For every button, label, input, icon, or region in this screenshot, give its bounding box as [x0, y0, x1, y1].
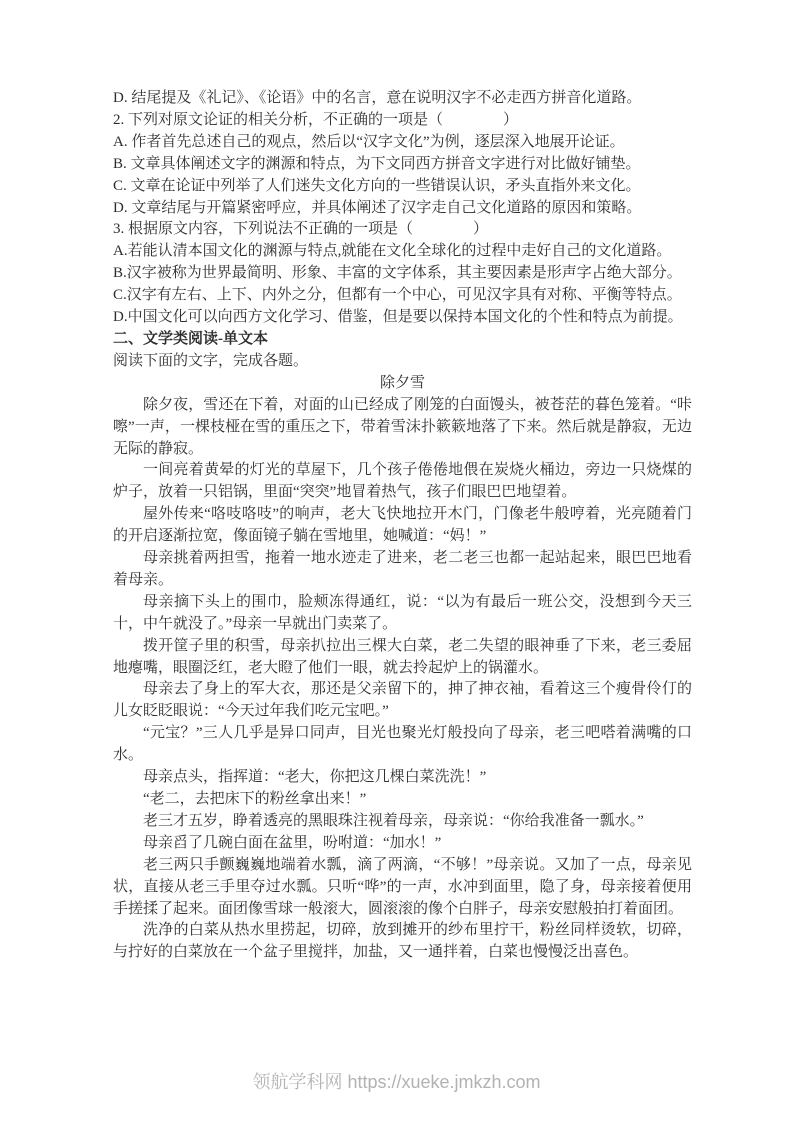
- passage-paragraph: 母亲摘下头上的围巾，脸颊冻得通红，说：“以为有最后一班公交，没想到今天三十，中午就没了。”母亲一早就出门卖菜了。: [113, 593, 692, 632]
- exam-content: [113, 88, 692, 964]
- question-3-option-a: A.若能认清本国文化的渊源与特点,就能在文化全球化的过程中走好自己的文化道路。: [113, 243, 672, 260]
- section-heading: 二、文学类阅读-单文本: [113, 330, 268, 347]
- passage-paragraph: 母亲舀了几碗白面在盆里，吩咐道：“加水！”: [143, 834, 442, 851]
- question-3-stem: 3. 根据原文内容，下列说法不正确的一项是（ ）: [113, 221, 489, 238]
- question-2-option-c: C. 文章在论证中列举了人们迷失文化方向的一些错误认识，矛头直指外来文化。: [113, 177, 641, 194]
- passage-paragraph: 老三才五岁，睁着透亮的黑眼珠注视着母亲，母亲说：“你给我准备一瓢水。”: [143, 812, 644, 829]
- question-2-stem: 2. 下列对原文论证的相关分析，不正确的一项是（ ）: [113, 111, 519, 128]
- passage-paragraph: 洗净的白菜从热水里捞起，切碎，放到摊开的纱布里拧干，粉丝同样烫软，切碎，与拧好的白菜放在一个盆子里搅拌，加盐，又一通拌着，白菜也慢慢泛出喜色。: [113, 922, 692, 961]
- reading-instruction: 阅读下面的文字，完成各题。: [113, 352, 309, 369]
- question-2-option-d: D. 文章结尾与开篇紧密呼应，并具体阐述了汉字走自己文化道路的原因和策略。: [113, 199, 642, 216]
- question-1-option-d: D. 结尾提及《礼记》、《论语》中的名言，意在说明汉字不必走西方拼音化道路。: [113, 90, 642, 106]
- watermark: 领航学科网 https://xueke.jmkzh.com: [252, 1072, 541, 1092]
- passage-paragraph: 母亲挑着两担雪，拖着一地水迹走了进来，老二老三也都一起站起来，眼巴巴地看着母亲。: [113, 550, 692, 588]
- passage-paragraph: “元宝？”三人几乎是异口同声，目光也聚光灯般投向了母亲，老三吧嗒着满嘴的口水。: [113, 725, 692, 764]
- question-2-option-a: A. 作者首先总述自己的观点，然后以“汉字文化”为例，逐层深入地展开论证。: [113, 133, 625, 150]
- question-2-option-b: B. 文章具体阐述文字的渊源和特点，为下文同西方拼音文字进行对比做好铺垫。: [113, 155, 641, 172]
- question-3-option-c: C.汉字有左右、上下、内外之分，但都有一个中心，可见汉字具有对称、平衡等特点。: [113, 287, 682, 304]
- passage-paragraph: 拨开筐子里的积雪，母亲扒拉出三棵大白菜，老二失望的眼神垂了下来，老三委屈地瘪嘴，眼圈泛红，老大瞪了他们一眼，就去拎起炉上的锅灌水。: [113, 637, 692, 676]
- passage-paragraph: 屋外传来“咯吱咯吱”的响声，老大飞快地拉开木门，门像老牛般哼着，光亮随着门的开启逐渐拉宽，像面镜子躺在雪地里，她喊道：“妈！”: [113, 506, 692, 545]
- passage-paragraph: 母亲点头，指挥道：“老大，你把这几棵白菜洗洗！”: [143, 769, 487, 786]
- passage-paragraph: 老三两只手颤巍巍地端着水瓢，滴了两滴，“不够！”母亲说。又加了一点，母亲见状，直接从老三手里夺过水瓢。只听“哗”的一声，水冲到面里，隐了身，母亲接着便用手搓揉了起来。面团像雪球一般滚大，圆滚滚的像个白胖子，母亲安慰般拍打着面团。: [113, 856, 692, 917]
- passage-paragraph: 一间亮着黄晕的灯光的草屋下，几个孩子倦倦地偎在炭烧火桶边，旁边一只烧煤的炉子，放着一只铝锅，里面“突突”地冒着热气，孩子们眼巴巴地望着。: [113, 462, 692, 501]
- passage-title: 除夕雪: [379, 374, 425, 391]
- question-3-option-d: D.中国文化可以向西方文化学习、借鉴，但是要以保持本国文化的个性和特点为前提。: [113, 309, 683, 326]
- passage-paragraph: 除夕夜，雪还在下着，对面的山已经成了刚笼的白面馒头，被苍茫的暮色笼着。“咔嚓”一声，一棵枝桠在雪的重压之下，带着雪沫扑簌簌地落了下来。然后就是静寂，无边无际的静寂。: [113, 396, 692, 457]
- question-3-option-b: B.汉字被称为世界最简明、形象、丰富的文字体系，其主要因素是形声字占绝大部分。: [113, 265, 682, 282]
- passage-paragraph: 母亲去了身上的军大衣，那还是父亲留下的，抻了抻衣袖，看着这三个瘦骨伶仃的儿女眨眨眼说：“今天过年我们吃元宝吧。”: [113, 681, 692, 720]
- passage-paragraph: “老二，去把床下的粉丝拿出来！”: [143, 791, 367, 807]
